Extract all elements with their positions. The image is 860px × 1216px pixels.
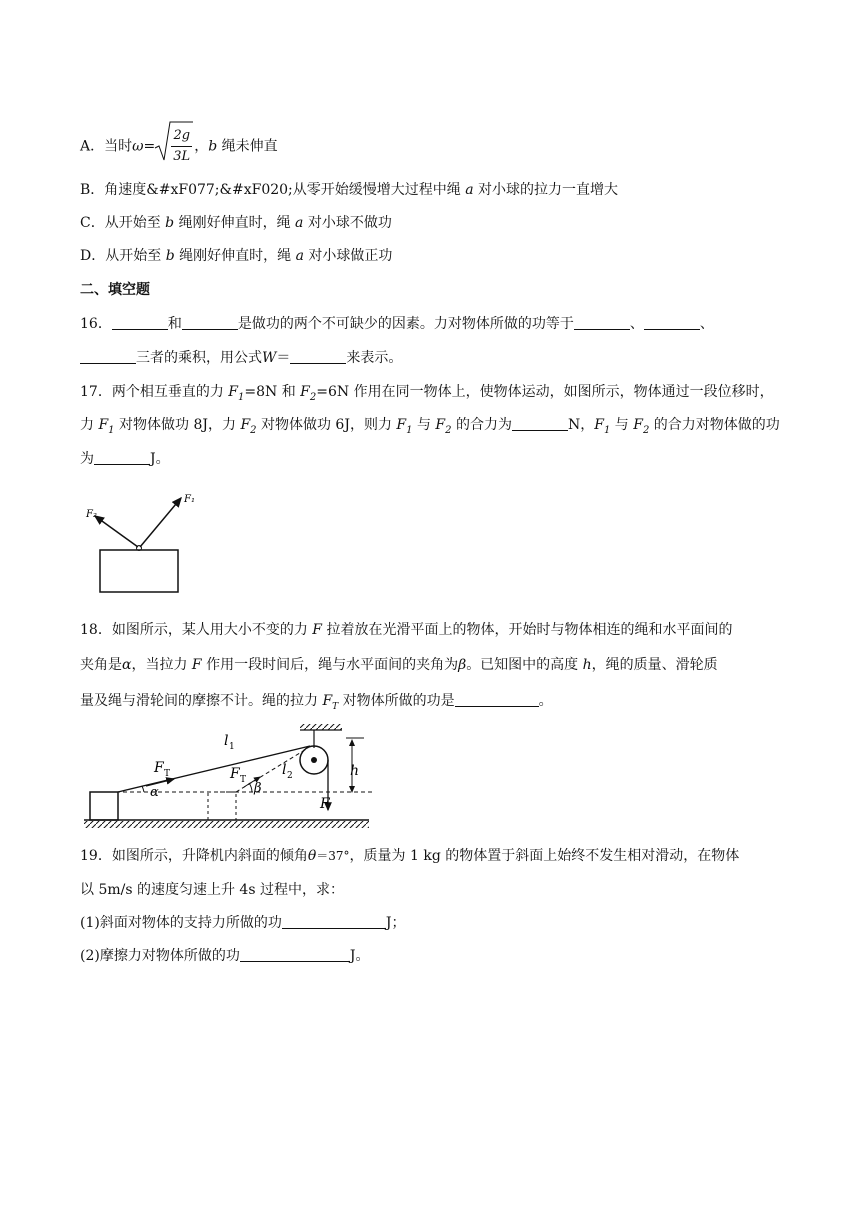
q18-text: ，绳的质量、滑轮质 xyxy=(591,657,718,673)
question-18-line-2 xyxy=(80,655,718,675)
answer-blank[interactable] xyxy=(80,349,136,364)
fraction-denominator: 3L xyxy=(173,149,191,164)
q16-text: 来表示。 xyxy=(346,350,403,366)
option-a xyxy=(80,126,278,167)
question-18-line-3 xyxy=(80,691,553,717)
question-19-line-2: 以 5m/s 的速度匀速上升 4s 过程中，求： xyxy=(80,882,344,898)
q17-text: =8N 和 xyxy=(244,384,296,400)
q19-text: ，质量为 1 kg 的物体置于斜面上始终不发生相对滑动，在物体 xyxy=(349,848,740,864)
var-a: a xyxy=(295,215,304,231)
answer-blank[interactable] xyxy=(290,349,346,364)
q18-text: 量及绳与滑轮间的摩擦不计。绳的拉力 xyxy=(80,693,318,709)
length-l1-subscript: 1 xyxy=(229,742,235,752)
option-c-prefix: C．从开始至 xyxy=(80,215,161,231)
option-a-tail: 绳未伸直 xyxy=(221,138,278,155)
q17-text: 为 xyxy=(80,451,94,467)
option-b-tail: 对小球的拉力一直增大 xyxy=(478,182,619,198)
equals-sign: = xyxy=(143,138,156,155)
q17-text: 对物体做功 8J，力 xyxy=(119,417,236,433)
fraction-numerator: 2g xyxy=(171,126,192,147)
tension-label-1: F xyxy=(154,760,164,776)
beta-symbol: β xyxy=(458,657,467,673)
q17-force-diagram xyxy=(80,490,200,600)
option-d-prefix: D．从开始至 xyxy=(80,248,162,264)
question-17-line-1 xyxy=(80,382,774,408)
ground-hatch xyxy=(84,821,369,828)
question-16-line-2 xyxy=(80,348,402,368)
var-W: W xyxy=(262,350,277,366)
answer-blank[interactable] xyxy=(240,947,350,962)
f2-label: F₂ xyxy=(86,509,97,520)
q16-number: 16． xyxy=(80,316,112,332)
q19-text: (2)摩擦力对物体所做的功 xyxy=(80,948,240,964)
var-b: b xyxy=(165,248,175,264)
question-19-part-1 xyxy=(80,913,405,933)
beta-label: β xyxy=(254,781,262,796)
q17-text: 力 xyxy=(80,417,94,433)
q17-text: 的合力对物体做的功 xyxy=(653,417,780,433)
subscript-T: T xyxy=(332,701,339,712)
var-h: h xyxy=(582,657,592,673)
q18-text: 对物体所做的功是 xyxy=(342,693,455,709)
var-F: F xyxy=(300,384,310,400)
q18-pulley-diagram xyxy=(84,722,374,834)
question-17-line-2: 力 $F_1$ 对物体做功 8J，力 $F_2$ 对物体做功 6J，则力 $F_1$ 与 $F_2$ 的合力为 N，$F_1$ 与 $F_2$ 的合力对物体做的功 xyxy=(80,417,780,436)
q17-text: 与 xyxy=(416,417,431,433)
q17-text: 对物体做功 6J，则力 xyxy=(260,417,392,433)
var-b: b xyxy=(165,215,175,231)
force-F-label: F xyxy=(320,796,330,812)
q19-text: J； xyxy=(385,915,406,931)
answer-blank[interactable] xyxy=(282,914,386,929)
answer-blank[interactable] xyxy=(182,315,238,330)
option-d-tail: 对小球做正功 xyxy=(308,248,393,264)
sqrt-expression xyxy=(157,126,192,167)
q18-text: 夹角是 xyxy=(80,657,122,673)
var-b: b xyxy=(208,138,218,155)
var-F: F xyxy=(228,384,238,400)
q18-text: 。 xyxy=(538,693,553,709)
ceiling-hatch xyxy=(300,724,342,730)
q16-text: 和 xyxy=(167,316,182,332)
q18-text: ，当拉力 xyxy=(131,657,188,673)
alpha-symbol: α xyxy=(122,657,132,673)
block-later xyxy=(208,792,236,820)
subscript-2: 2 xyxy=(309,391,317,403)
var-F: F xyxy=(191,657,202,673)
radical-sign xyxy=(153,120,193,164)
q19-text: ＝37° xyxy=(316,849,350,863)
q19-text: (1)斜面对物体的支持力所做的功 xyxy=(80,915,282,931)
block-initial xyxy=(90,792,118,820)
option-a-prefix: A．当时 xyxy=(80,138,133,155)
question-17-line-3 xyxy=(80,449,170,469)
subscript-1: 1 xyxy=(238,391,245,403)
theta-symbol: θ xyxy=(307,848,317,864)
height-h-label: h xyxy=(350,763,360,779)
option-b-text: B．角速度&#xF077;&#xF020;从零开始缓慢增大过程中绳 xyxy=(80,182,461,198)
q16-text: 、 xyxy=(629,316,644,332)
answer-blank[interactable] xyxy=(512,416,568,431)
q17-text: 的合力为 xyxy=(455,417,512,433)
q17-text: 与 xyxy=(614,417,629,433)
option-c-mid: 绳刚好伸直时，绳 xyxy=(178,215,291,231)
q17-text: N， xyxy=(567,417,595,433)
q18-text: 18．如图所示，某人用大小不变的力 xyxy=(80,622,308,638)
section-heading: 二、填空题 xyxy=(80,282,150,298)
q18-text: 。已知图中的高度 xyxy=(466,657,579,673)
q17-text: =6N 作用在同一物体上，使物体运动，如图所示，物体通过一段位移时， xyxy=(316,384,774,400)
answer-blank[interactable] xyxy=(644,315,700,330)
equals-sign: ＝ xyxy=(276,350,291,366)
option-c-tail: 对小球不做功 xyxy=(307,215,392,231)
answer-blank[interactable] xyxy=(94,450,150,465)
var-F: F xyxy=(312,622,322,638)
q16-text: 是做功的两个不可缺少的因素。力对物体所做的功等于 xyxy=(237,316,574,332)
length-l2-label: l xyxy=(282,762,287,778)
q16-text: 、 xyxy=(699,316,714,332)
block xyxy=(100,550,178,592)
q17-text: 17．两个相互垂直的力 xyxy=(80,384,224,400)
svg-text:T: T xyxy=(240,775,247,785)
f2-arrow xyxy=(95,516,138,547)
question-19-part-2 xyxy=(80,946,369,966)
question-19-line-1 xyxy=(80,846,739,866)
question-16-line-1 xyxy=(80,314,714,334)
q16-text: 三者的乘积，用公式 xyxy=(136,350,262,366)
tension-label-2: F xyxy=(230,766,240,782)
var-a: a xyxy=(295,248,304,264)
length-l2-subscript: 2 xyxy=(287,771,293,781)
alpha-label: α xyxy=(150,785,159,800)
f1-label: F₁ xyxy=(184,494,195,505)
q18-text: 拉着放在光滑平面上的物体，开始时与物体相连的绳和水平面间的 xyxy=(326,622,733,638)
tension-subscript-1: T xyxy=(164,769,171,779)
option-d-mid: 绳刚好伸直时，绳 xyxy=(179,248,292,264)
answer-blank[interactable] xyxy=(455,692,539,707)
option-d xyxy=(80,246,392,266)
length-l1-label: l xyxy=(224,733,229,749)
var-a: a xyxy=(465,182,474,198)
answer-blank[interactable] xyxy=(112,315,168,330)
question-18-line-1 xyxy=(80,620,732,640)
q18-text: 作用一段时间后，绳与水平面间的夹角为 xyxy=(206,657,459,673)
comma: ， xyxy=(194,138,209,155)
var-F: F xyxy=(322,693,333,709)
q19-text: 19．如图所示，升降机内斜面的倾角 xyxy=(80,848,308,864)
answer-blank[interactable] xyxy=(574,315,630,330)
q17-text: J。 xyxy=(150,451,170,467)
omega-symbol: ω xyxy=(132,138,144,155)
option-c xyxy=(80,213,392,233)
f1-arrow xyxy=(140,498,181,547)
option-b xyxy=(80,180,618,200)
q19-text: J。 xyxy=(349,948,370,964)
